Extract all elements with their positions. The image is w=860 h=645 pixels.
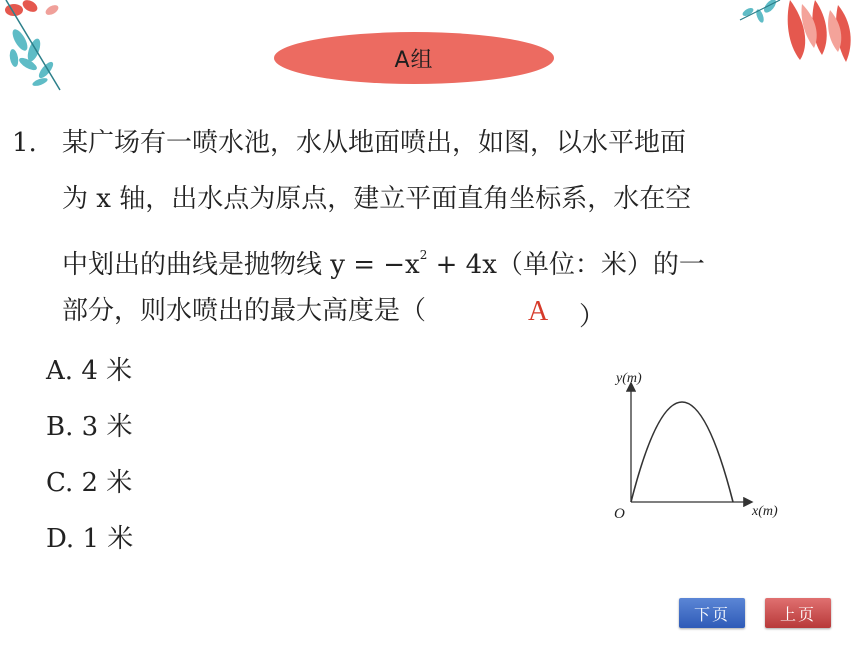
option-b-label: B. — [46, 412, 74, 442]
leaf-decoration-top-right — [730, 0, 860, 75]
option-a — [46, 350, 132, 387]
option-b — [46, 406, 132, 443]
option-d-label: D. — [46, 524, 75, 554]
option-d-text: 1 米 — [82, 524, 134, 554]
y-axis-label: y(m) — [616, 371, 642, 386]
x-axis-label: x(m) — [752, 504, 778, 519]
option-b-text: 3 米 — [81, 412, 133, 442]
next-page-button[interactable]: 下页 — [679, 598, 745, 628]
option-a-label: A. — [46, 356, 74, 386]
close-paren: ） — [579, 302, 606, 332]
group-label: A组 — [394, 47, 434, 73]
question-line-2: 为 x 轴，出水点为原点，建立平面直角坐标系，水在空 — [62, 184, 692, 214]
question-number: 1. — [12, 128, 37, 158]
option-d — [46, 518, 133, 555]
question-line-3 — [62, 240, 705, 280]
option-a-text: 4 米 — [81, 356, 133, 386]
question-line-4: 部分，则水喷出的最大高度是（ — [62, 296, 427, 326]
question-line-3-part-b: + 4x（单位：米）的一 — [427, 250, 705, 280]
origin-label: O — [614, 506, 625, 522]
answer-text: A — [528, 296, 549, 327]
leaf-decoration-top-left — [0, 0, 90, 95]
parabola-curve — [631, 402, 733, 502]
option-c-label: C. — [46, 468, 74, 498]
group-label-pill — [274, 32, 554, 84]
parabola-graph — [596, 362, 806, 527]
question-line-3-part-a: 中划出的曲线是抛物线 y = −x — [62, 250, 420, 280]
exponent: 2 — [419, 248, 428, 262]
option-c — [46, 462, 132, 499]
previous-page-button[interactable]: 上页 — [765, 598, 831, 628]
option-c-text: 2 米 — [81, 468, 133, 498]
question-line-1: 某广场有一喷水池，水从地面喷出，如图，以水平地面 — [62, 128, 687, 158]
